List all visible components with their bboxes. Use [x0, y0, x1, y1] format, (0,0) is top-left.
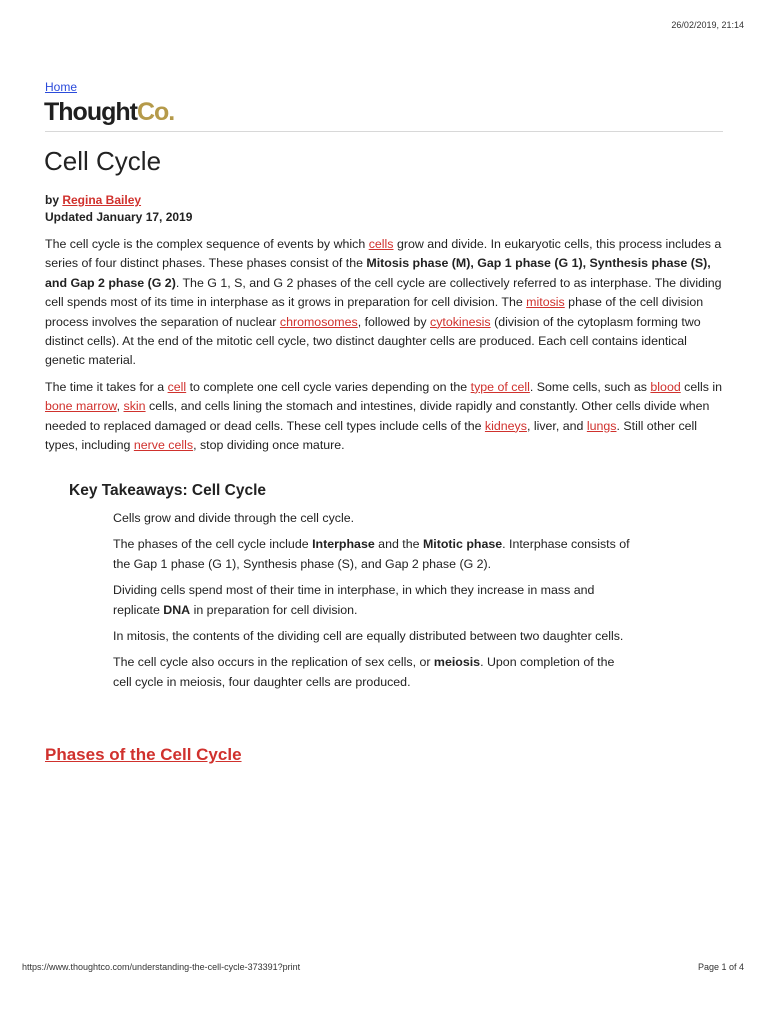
link-nerve-cells[interactable]: nerve cells	[133, 438, 194, 453]
article-body	[45, 235, 725, 462]
footer-url: https://www.thoughtco.com/understanding-the-cell-cycle-373391?print	[22, 962, 301, 972]
list-item	[113, 581, 633, 620]
link-lungs[interactable]: lungs	[586, 418, 617, 433]
updated-date: Updated January 17, 2019	[45, 210, 193, 224]
text: ,	[116, 399, 124, 414]
text: Dividing cells spend most of their time in interphase, in which they increase in mass and replicate	[113, 583, 595, 617]
text: . Upon completion of the cell cycle in meiosis, four daughter cells are produced.	[113, 655, 615, 689]
list-item: In mitosis, the contents of the dividing cell are equally distributed between two daughter cells.	[113, 629, 624, 644]
bold-term: meiosis	[433, 655, 481, 670]
list-item	[113, 653, 633, 692]
print-date: 26/02/2019, 21:14	[671, 20, 744, 30]
byline-prefix: by	[45, 193, 63, 207]
link-cell[interactable]: cell	[167, 379, 187, 394]
text: . Interphase consists of the Gap 1 phase (G 1), Synthesis phase (S), and Gap 2 phase (G 2).	[113, 537, 630, 571]
list-item: Cells grow and divide through the cell cycle.	[113, 511, 355, 525]
paragraph-2	[45, 378, 725, 456]
header-divider	[45, 131, 723, 132]
logo-text-thought: Thought	[44, 98, 137, 126]
key-takeaways-heading: Key Takeaways: Cell Cycle	[69, 482, 267, 499]
bold-term: Mitotic phase	[422, 537, 503, 552]
paragraph-1	[45, 235, 725, 371]
text: . Some cells, such as	[529, 379, 651, 394]
text: The phases of the cell cycle include	[113, 537, 313, 552]
text: The time it takes for a	[45, 379, 168, 394]
link-mitosis[interactable]: mitosis	[526, 295, 565, 310]
home-link[interactable]: Home	[45, 80, 78, 94]
page-title: Cell Cycle	[44, 146, 162, 176]
text: and the	[374, 537, 423, 552]
thoughtco-logo[interactable]	[44, 98, 174, 127]
text: to complete one cell cycle varies depending on the	[186, 379, 471, 394]
link-kidneys[interactable]: kidneys	[484, 418, 527, 433]
text: cells, and cells lining the stomach and intestines, divide rapidly and constantly. Other cells divide when needed to replaced damaged or dead cells. These cell types include cells of the	[45, 399, 710, 433]
text: The cell cycle also occurs in the replication of sex cells, or	[113, 655, 434, 670]
logo-text-co: Co.	[136, 98, 175, 126]
bold-phases: Mitosis phase (M), Gap 1 phase (G 1), Synthesis phase (S), and Gap 2 phase (G 2)	[45, 256, 711, 290]
text: . The G 1, S, and G 2 phases of the cell cycle are collectively referred to as interphase. The dividing cell spends most of its time in interphase as it grows in preparation for cell division. The	[45, 275, 722, 310]
text: cells in	[680, 379, 723, 394]
byline	[45, 193, 141, 207]
bold-term: Interphase	[312, 537, 375, 552]
text: grow and divide. In eukaryotic cells, this process includes a series of four distinct phases. These phases consist of the	[45, 237, 722, 271]
page-number: Page 1 of 4	[697, 962, 744, 972]
text: The cell cycle is the complex sequence of events by which	[45, 237, 369, 251]
text: (division of the cytoplasm forming two distinct cells). At the end of the mitotic cell cycle, two distinct daughter cells are produced. Each cell contains identical genetic material.	[45, 314, 701, 368]
link-cytokinesis[interactable]: cytokinesis	[430, 314, 491, 329]
list-item	[113, 535, 633, 574]
link-cells[interactable]: cells	[368, 237, 394, 251]
link-chromosomes[interactable]: chromosomes	[279, 314, 358, 329]
author-link[interactable]: Regina Bailey	[62, 193, 142, 207]
text: . Still other cell types, including	[45, 418, 698, 453]
text: , stop dividing once mature.	[193, 438, 345, 453]
text: phase of the cell division process involves the separation of nuclear	[45, 295, 704, 329]
key-takeaways-list	[113, 509, 633, 699]
link-type-of-cell[interactable]: type of cell	[470, 379, 530, 394]
link-blood[interactable]: blood	[650, 379, 681, 394]
text: , liver, and	[526, 418, 587, 433]
link-skin[interactable]: skin	[123, 399, 146, 414]
phases-of-cell-cycle-link[interactable]: Phases of the Cell Cycle	[45, 745, 242, 764]
link-bone-marrow[interactable]: bone marrow	[45, 399, 117, 414]
bold-term: DNA	[163, 602, 191, 617]
text: , followed by	[357, 314, 431, 329]
text: in preparation for cell division.	[190, 602, 358, 617]
